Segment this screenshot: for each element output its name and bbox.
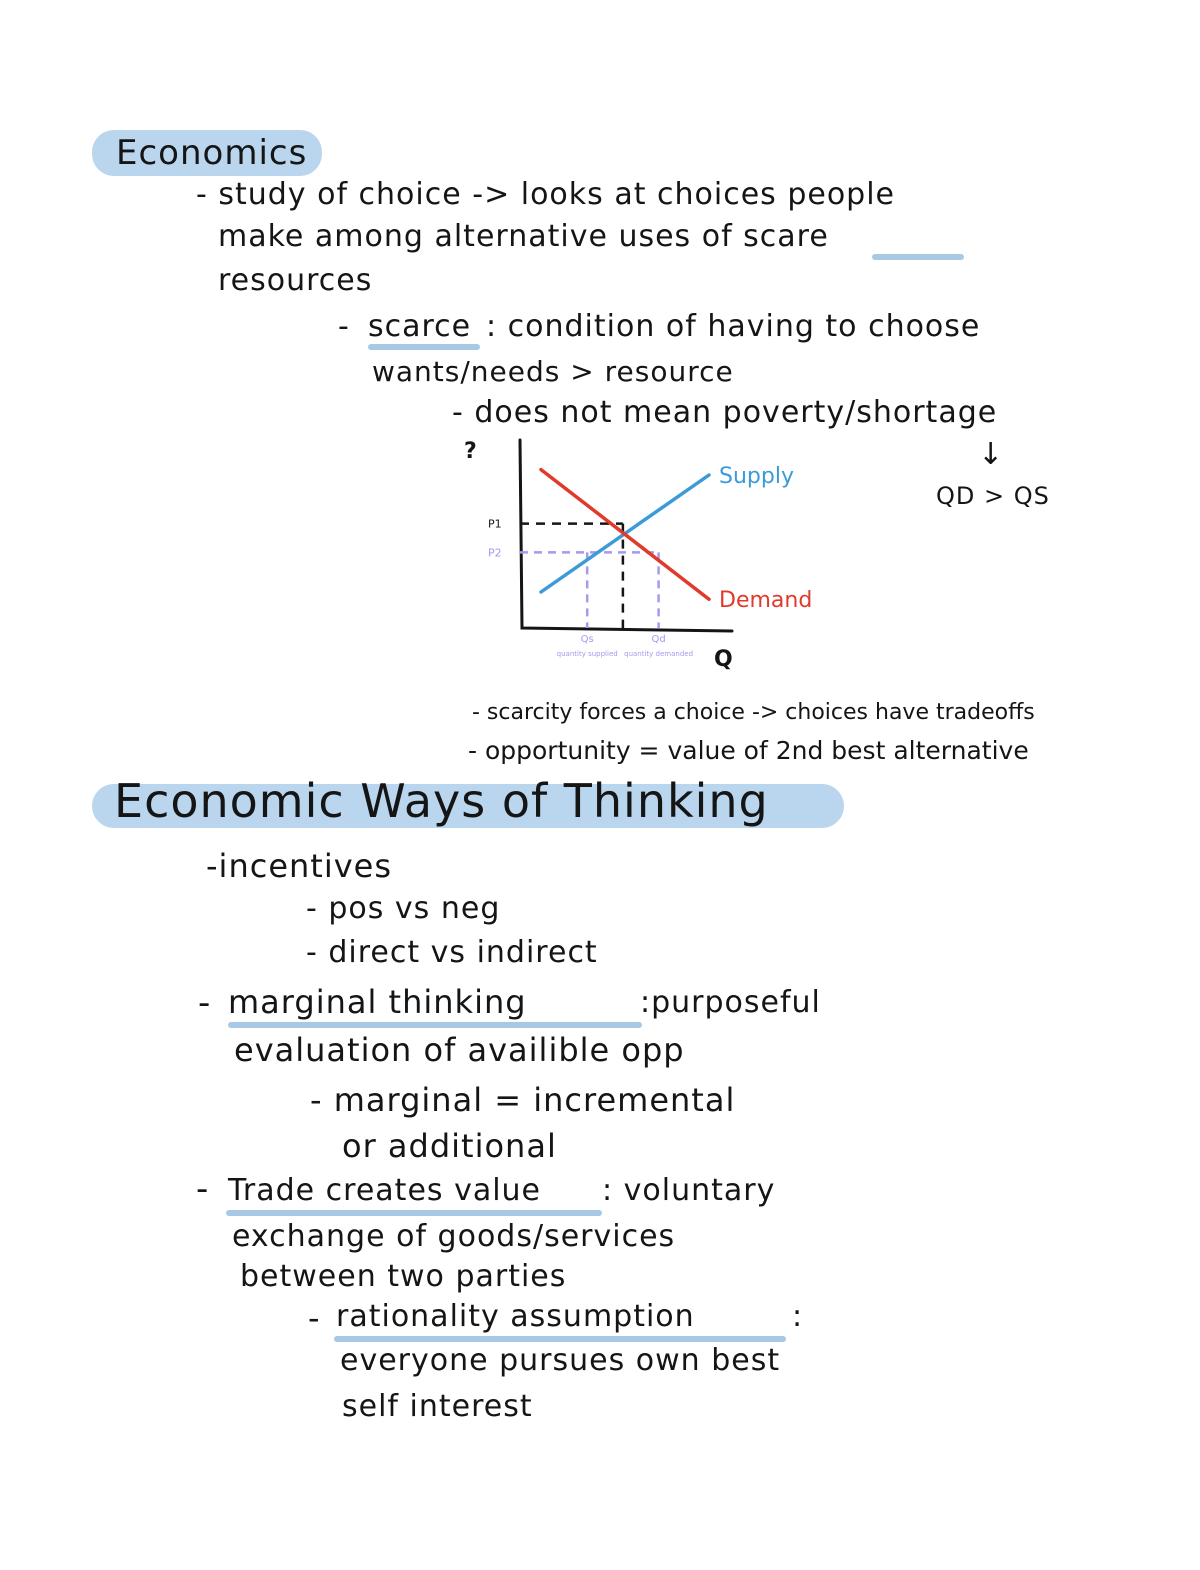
- supply-demand-graph: [460, 430, 880, 680]
- scarce-dash: -: [338, 309, 350, 344]
- scarce-underline: [368, 344, 480, 350]
- rationality-underline: [334, 1336, 786, 1342]
- demand-curve: [541, 470, 709, 600]
- rationality-dash: -: [308, 1299, 321, 1337]
- demand-label: Demand: [719, 588, 813, 614]
- marginal-term: marginal thinking: [228, 983, 527, 1021]
- trade-underline: [226, 1210, 602, 1216]
- opportunity-line: - opportunity = value of 2nd best alternative: [468, 736, 1029, 765]
- direct-indirect-line: - direct vs indirect: [306, 935, 598, 970]
- scarce-term: scarce: [368, 309, 472, 344]
- section-heading-economics: Economics: [116, 133, 308, 173]
- rationality-line-2: everyone pursues own best: [340, 1343, 781, 1378]
- supply-label: Supply: [719, 464, 794, 489]
- down-arrow-icon: ↓: [978, 437, 1005, 472]
- trade-dash: -: [196, 1169, 210, 1209]
- not-mean-line: - does not mean poverty/shortage: [452, 395, 998, 430]
- section-heading-ways-of-thinking: Economic Ways of Thinking: [114, 774, 769, 828]
- marginal-equals: - marginal = incremental: [310, 1081, 736, 1119]
- shortage_qs-label: Qs: [580, 634, 594, 645]
- trade-line-3: between two parties: [240, 1259, 567, 1294]
- trade-term: Trade creates value: [228, 1173, 542, 1208]
- trade-definition: : voluntary: [602, 1173, 776, 1208]
- scare-underline: [872, 254, 964, 260]
- trade-line-2: exchange of goods/services: [232, 1219, 676, 1254]
- definition-line-3: resources: [218, 263, 373, 298]
- price-label-1: P1: [488, 517, 502, 531]
- shortage_qd-sublabel: quantity demanded: [624, 650, 694, 658]
- tradeoffs-line: - scarcity forces a choice -> choices have tradeoffs: [472, 700, 1035, 725]
- rationality-line-3: self interest: [342, 1389, 533, 1424]
- rationality-term: rationality assumption: [336, 1299, 695, 1334]
- rationality-colon: :: [792, 1299, 804, 1334]
- definition-line-1: - study of choice -> looks at choices people: [196, 177, 896, 212]
- incentives-line: -incentives: [206, 847, 393, 885]
- marginal-underline: [228, 1022, 642, 1028]
- marginal-definition: :purposeful: [640, 985, 821, 1020]
- y-axis-label: ?: [464, 439, 477, 464]
- price-label-2: P2: [488, 546, 502, 560]
- marginal-line-2: evaluation of availible opp: [234, 1031, 685, 1069]
- shortage_qd-label: Qd: [651, 634, 666, 645]
- scarce-definition: : condition of having to choose: [486, 309, 981, 344]
- shortage_qs-sublabel: quantity supplied: [556, 650, 618, 658]
- scarce-line-2: wants/needs > resource: [372, 355, 734, 388]
- x-axis-label: Q: [714, 647, 733, 672]
- definition-line-2: make among alternative uses of scare: [218, 219, 829, 254]
- pos-neg-line: - pos vs neg: [306, 891, 501, 926]
- qd-greater-qs: QD > QS: [936, 482, 1050, 510]
- marginal-dash: -: [198, 983, 212, 1023]
- marginal-equals-2: or additional: [342, 1127, 557, 1165]
